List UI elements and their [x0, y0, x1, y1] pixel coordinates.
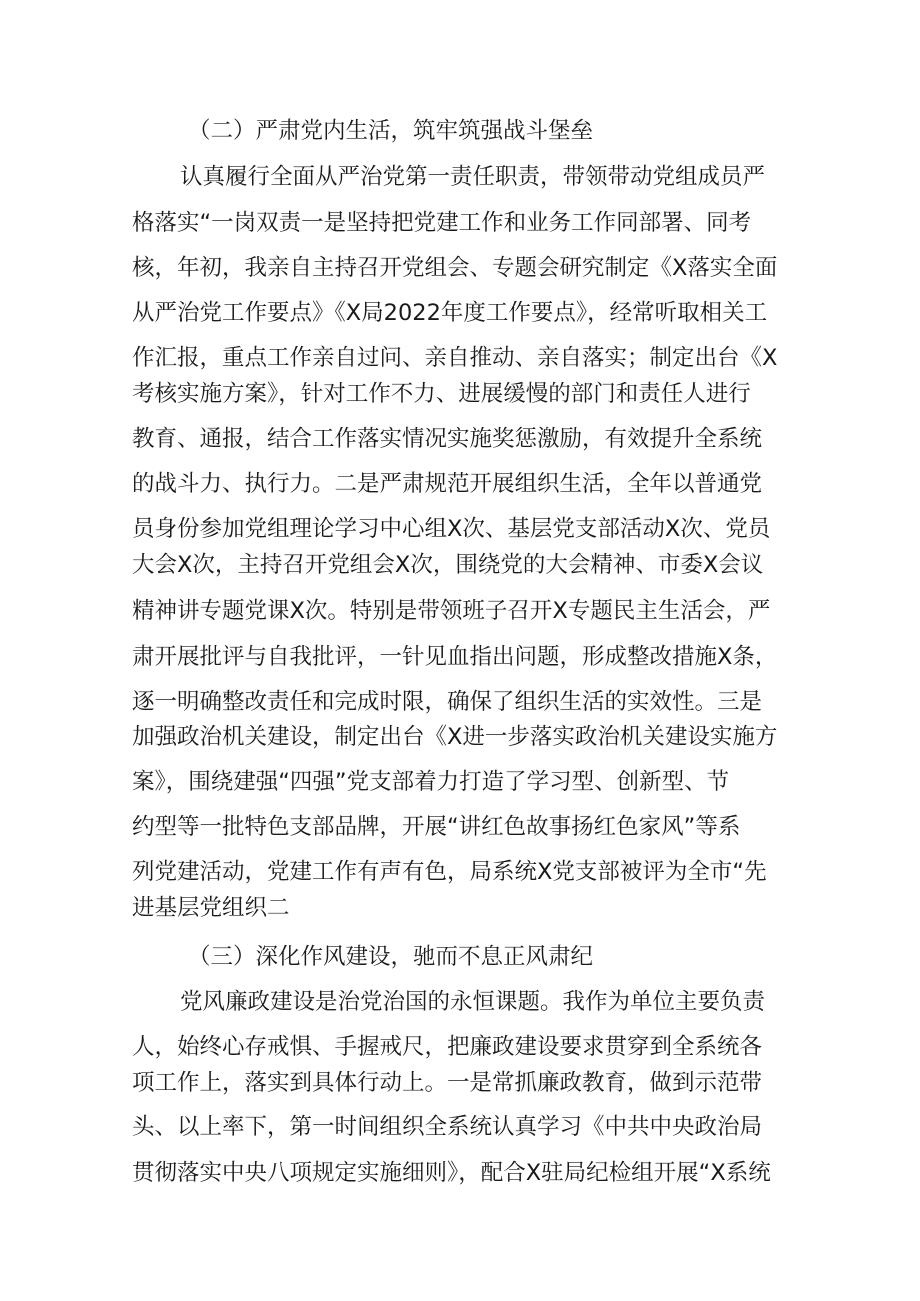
section-two-heading: （二）严肃党内生活，筑牢筑强战斗堡垒 [188, 118, 594, 144]
paragraph-line: 加强政治机关建设，制定出台《X进一步落实政治机关建设实施方 [132, 724, 778, 750]
paragraph-line: 格落实“一岗双责一是坚持把党建工作和业务工作同部署、同考 [132, 210, 752, 236]
paragraph-line: 进基层党组织二 [132, 895, 290, 921]
paragraph-line: 案》，围绕建强“四强”党支部着力打造了学习型、创新型、节 [132, 769, 730, 795]
paragraph-line: 党风廉政建设是治党治国的永恒课题。我作为单位主要负责 [180, 989, 766, 1015]
paragraph-line: 作汇报，重点工作亲自过问、亲自推动、亲自落实；制定出台《X [132, 345, 778, 371]
paragraph-line: 精神讲专题党课X次。特别是带领班子召开X专题民主生活会，严 [132, 598, 771, 624]
paragraph-line: 头、以上率下，第一时间组织全系统认真学习《中共中央政治局 [132, 1114, 763, 1140]
paragraph-line: 列党建活动，党建工作有声有色，局系统X党支部被评为全市“先 [132, 859, 767, 885]
paragraph-line: 肃开展批评与自我批评，一针见血指出问题，形成整改措施X条， [132, 644, 778, 670]
paragraph-line: 认真履行全面从严治党第一责任职责，带领带动党组成员严 [180, 164, 766, 190]
paragraph-line: 教育、通报，结合工作落实情况实施奖惩激励，有效提升全系统 [132, 426, 763, 452]
paragraph-line: 大会X次，主持召开党组会X次，围绕党的大会精神、市委X会议 [132, 552, 764, 578]
paragraph-line: 考核实施方案》，针对工作不力、进展缓慢的部门和责任人进行 [132, 381, 751, 407]
paragraph-line: 员身份参加党组理论学习中心组X次、基层党支部活动X次、党员 [132, 516, 771, 542]
section-three-heading: （三）深化作风建设，驰而不息正风肃纪 [188, 944, 594, 970]
paragraph-line: 核，年初，我亲自主持召开党组会、专题会研究制定《X落实全面 [132, 255, 778, 281]
paragraph-line: 从严治党工作要点》《X局2022年度工作要点》，经常听取相关工 [132, 300, 768, 326]
paragraph-line: 约型等一批特色支部品牌，开展“讲红色故事扬红色家风”等系 [132, 814, 741, 840]
paragraph-line: 的战斗力、执行力。二是严肃规范开展组织生活，全年以普通党 [132, 471, 763, 497]
paragraph-line: 项工作上，落实到具体行动上。一是常抓廉政教育，做到示范带 [132, 1070, 763, 1096]
paragraph-line: 人，始终心存戒惧、手握戒尺，把廉政建设要求贯穿到全系统各 [132, 1034, 763, 1060]
paragraph-line: 贯彻落实中央八项规定实施细则》，配合X驻局纪检组开展“X系统 [132, 1160, 771, 1186]
paragraph-line: 逐一明确整改责任和完成时限，确保了组织生活的实效性。三是 [132, 689, 763, 715]
